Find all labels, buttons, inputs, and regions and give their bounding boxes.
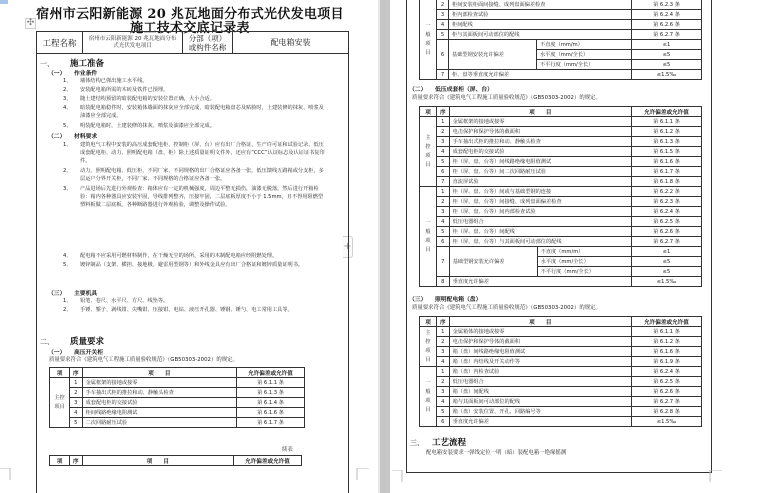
section-1-heading: 一、 施工准备 <box>40 59 105 69</box>
category-cell: 主控项目 <box>420 327 437 367</box>
continued-label: 续表 <box>282 447 293 453</box>
lv-switchgear-table: 项 序 项 目 允许偏差或允许值 主控项目 1 金属框架的接地或接零 第 6.1.1 条 2 电击保护和保护导体的截面积 第 6.1.2 条 3 手车抽出式柜的推拉和动、静触头检查 第 6.1.3 条 4 成套配电柜的交接试验 第 6.1.5 条 5 柜（屏、盘、台等）间线路绝缘电阻值测试 第 6.1.6 条 6 柜（屏、盘、台等）间二次回路耐压试验 第 6.1.7 条 7 直流屏试验 第 6.1.8 条 一般项目 1 柜（屏、盘、台等）间或与基础型钢的连接 第 6.2.2 条 2 柜（屏、盘、台等）间接缝、成列盘面偏差检查 第 6.2.3 条 3 柜（屏、盘、台等）间内部检查试验 第 6.2.4 条 4 低压电器组合 第 6.2.5 条 5 柜（屏、盘、台等）间配线 第 6.2.6 条 6 柜（屏、盘、台等）与其面板间可动部位的配线 第 6.2.7 条 7 基础型钢安装允许偏差 不直度（mm/m） ≤1 水平度（mm/全长） ≤5 不平行度（mm/全长） ≤5 8 垂直度允许偏差 ≤1.5‰ <box>419 106 702 287</box>
page-gutter <box>380 0 390 493</box>
subsection-2-1-heading: （一） 高压开关柜 <box>48 350 103 356</box>
col-header: 允许偏差或允许值 <box>237 368 305 378</box>
table-row: 2 手车抽出式柜的推拉和动、静触头检查 第 6.1.3 条 <box>50 388 305 398</box>
section-3-heading: 三、 工艺流程 <box>410 438 467 448</box>
table-row: 5 柜（屏、盘、台等）间线路绝缘电阻值测试 第 6.1.6 条 <box>420 157 702 167</box>
table-row: 水平度（mm/全长） ≤5 <box>420 50 702 60</box>
table-row: 一般项目 1 柜（屏、盘、台等）间或与基础型钢的连接 第 6.2.2 条 <box>420 187 702 197</box>
subsection-2-3-heading: （三） 照明配电箱（盘） <box>409 297 482 303</box>
table-row: 2 电击保护和保护导体的截面积 第 6.1.2 条 <box>420 127 702 137</box>
lighting-box-table: 项 序 项 目 允许偏差或允许值 主控项目 1 金属箱体的接地或接零 第 6.1.1 条 2 电击保护和保护导体的截面积 第 6.1.2 条 3 箱（盘）间线路绝缘电阻值测试 第 6.1.6 条 4 箱（盘）内结线及开关动作等 第 6.1.9 条 一般项目 1 箱（盘）内检查试验 第 6.2.4 条 2 低压电器组合 第 6.2.5 条 3 箱（盘）间配线 第 6.2.6 条 4 箱与其面板间可动部位的配线 第 6.2.7 条 5 箱（盘）安装位置、开孔、回路编号等 第 6.2.8 条 6 垂直度允许偏差 ≤1.5‰ <box>419 316 702 427</box>
subsection-2-2-heading: （二） 低压成套柜（屏、台） <box>409 87 493 93</box>
table-row: 8 垂直度允许偏差 ≤1.5‰ <box>420 277 702 287</box>
col-header: 序 <box>70 368 83 378</box>
subsection-1-2-heading: （二） 材料要求 <box>48 134 98 140</box>
section-2-heading: 二、 质量要求 <box>40 337 105 347</box>
table-row: 7 直流屏试验 第 6.1.8 条 <box>420 177 702 187</box>
col-header: 项 <box>50 368 70 378</box>
table-row: 7 基础型钢安装允许偏差 不直度（mm/m） ≤1 <box>420 247 702 257</box>
table-row: 6 基础型钢安装允许偏差 不直度（mm/m） ≤1 <box>420 40 702 50</box>
document-page-right <box>390 0 760 493</box>
add-column-handle-icon[interactable]: + <box>343 236 353 258</box>
page-corner-mark <box>708 470 722 482</box>
table-row: 3 成套配电柜的交接试验 第 6.1.4 条 <box>50 398 305 408</box>
subsection-1-1-heading: （一） 作业条件 <box>48 71 98 77</box>
table-row: 2 柜（屏、盘、台等）间接缝、成列盘面偏差检查 第 6.2.3 条 <box>420 197 702 207</box>
process-flow-text: 配电箱安装要求一弹线定位一明（暗）装配电箱一绝缘摇测 <box>426 450 567 456</box>
table-row: 6 柜（屏、盘、台等）间二次回路耐压试验 第 6.1.7 条 <box>420 167 702 177</box>
table-row: 一般项目 2 柜间安装柜面间接缝、成列盘面偏差检查 第 6.2.3 条 <box>420 0 702 10</box>
table-row: 4 箱（盘）内结线及开关动作等 第 6.1.9 条 <box>420 357 702 367</box>
document-subtitle: 施工技术交底记录表 <box>130 21 250 36</box>
project-name-value[interactable]: 宿州市云阳新能源 20 兆瓦地面分布式光伏发电项目 <box>83 32 183 54</box>
table-row: 4 柜间线路绝缘电阻测试 第 6.1.6 条 <box>50 408 305 418</box>
page-corner-mark <box>392 470 404 482</box>
category-cell: 一般项目 <box>420 367 437 427</box>
table-row: 3 柜（屏、盘、台等）间内部检查试验 第 6.2.4 条 <box>420 207 702 217</box>
table-row: 3 柜内部检查试验 第 6.2.4 条 <box>420 10 702 20</box>
table-row: 5 二次回路耐压试验 第 6.1.7 条 <box>50 418 305 428</box>
table-row: 5 柜与其面板间可动部位的配线 第 6.2.7 条 <box>420 30 702 40</box>
table-row: 主控项目 1 金属框架的接地或接零 第 6.1.1 条 <box>420 117 702 127</box>
project-name-label: 工程名称 <box>37 32 83 54</box>
table-row: 3 箱（盘）间配线 第 6.2.6 条 <box>420 387 702 397</box>
page-corner-mark <box>0 468 12 480</box>
category-cell: 一般项目 <box>420 0 437 80</box>
document-page-left: ✣ + 宿州市云阳新能源 20 兆瓦地面分布式光伏发电项目 施工技术交底记录表 工程名称 宿州市云阳新能源 20 兆瓦地面分布式光伏发电项目 分部（项）或构件名称 配电箱安装 一、 施工准备 （一） 作业条件 1、 墙体结构已弹出施工水平线。 2、 安装配电箱所需的木砖及铁件已预埋。 3、 随土建结构预留的暗装配电箱的安装位置正确，大小合适。 4、 暗装配电箱稳件时，安装箱体墙面的抹灰应全部完成，暗装配电箱盘芯及贴脸时，土建装修的抹灰、喷浆及油漆应全部完成。 5、 明装配电箱时，土建装修的抹灰、喷浆及油漆应全部完成。 （二） 材料要求 1、 建筑电气工程中安装的高压成套配电柜、控制柜（屏、台）应有出厂合格证、生产许可证和试验记录。低压成套配电柜、动力、照明配电箱（盘、柜）除上述质量证明文件外，还应有“CCC”认证标志及认证证书复印件。 2、 动力、照明配电箱、低压柜，不同厂家、不同规格的出厂合格证应各备一张。低压馈线五路箱或分支柜，多层运户分界开关柜，不同厂家、不同规格的合格证应各备一张。 3、 产品进场后先进行外观检查：箱体应有一定的机械强度，周边平整无损伤，油漆无脱落，然后进行开箱检验：箱内各种器具应安装牢固，导线排列整齐，压接牢固，二层底板厚度不小于 1.5mm，且不得用阻燃型塑料板做二层底板。各种断路器进行外观检验，调整及操作试验。 4、 配电箱不应采用可燃材料制作，在干燥无尘的场所，采用的木制配电箱应经阻燃处理。 5、 镀锌制品（支架、横担、接地极、避雷用型钢等）和外线金具应有出厂合格证和镀锌质量证明书。 （三） 主要机具 1、 铅笔、卷尺、水平尺、方尺、线坠等。 2、 手锤、錾子、剥线钳、尖嘴钳、压接钳、电钻、液压开孔器、锤钢、锤勺、电工常用工具等。 二、 质量要求 （一） 高压开关柜 质量要求符合《建筑电气工程施工质量验收规范》（GB50303-2002）的规定。 项 序 项 目 允许偏差或允许值 主控项目 1 金属框架的接地或接零 第 6.1.1 条 2 手车抽出式柜的推拉和动、静触头检查 第 6.1.3 条 3 成套配电柜的交接试验 第 6.1.4 条 4 柜间线路绝缘电阻测试 第 6.1.6 条 5 二次回路耐压试验 第 6.1.7 条 续表 项 序 项 目 允许偏差或允许值 <box>0 0 380 493</box>
table-row: 3 箱（盘）间线路绝缘电阻值测试 第 6.1.6 条 <box>420 347 702 357</box>
table-row: 4 柜间配线 第 6.2.6 条 <box>420 20 702 30</box>
table-row: 4 成套配电柜的交接试验 第 6.1.5 条 <box>420 147 702 157</box>
part-name-value[interactable]: 配电箱安装 <box>233 32 349 54</box>
table-move-handle-icon[interactable]: ✣ <box>26 18 35 28</box>
table-row: 5 柜（屏、盘、台等）间配线 第 6.2.6 条 <box>420 227 702 237</box>
table-row: 一般项目 1 箱（盘）内检查试验 第 6.2.4 条 <box>420 367 702 377</box>
hv-switchgear-table-continued <box>419 0 702 80</box>
table-row: 2 电击保护和保护导体的截面积 第 6.1.2 条 <box>420 337 702 347</box>
subsection-1-3-heading: （三） 主要机具 <box>48 291 98 297</box>
table-row: 3 手车抽出式柜的推拉和动、静触头检查 第 6.1.3 条 <box>420 137 702 147</box>
quality-note: 质量要求符合《建筑电气工程施工质量验收规范》（GB50303-2002）的规定。 <box>412 305 601 311</box>
table-row: 4 低压电器组合 第 6.2.5 条 <box>420 217 702 227</box>
table-row: 水平度（mm/全长） ≤5 <box>420 257 702 267</box>
page-corner-mark <box>355 468 369 480</box>
header-table <box>36 31 349 54</box>
category-cell: 一般项目 <box>420 187 437 287</box>
hv-switchgear-table <box>49 367 305 428</box>
document-title: 宿州市云阳新能源 20 兆瓦地面分布式光伏发电项目 <box>36 7 344 22</box>
table-row: 不平行度（mm/全长） ≤5 <box>420 267 702 277</box>
quality-note: 质量要求符合《建筑电气工程施工质量验收规范》（GB50303-2002）的规定。 <box>412 95 601 101</box>
category-cell: 主控项目 <box>420 117 437 187</box>
part-name-label: 分部（项）或构件名称 <box>183 32 233 54</box>
table-row: 不平行度（mm/全长） ≤5 <box>420 60 702 70</box>
table-row: 5 箱（盘）安装位置、开孔、回路编号等 第 6.2.8 条 <box>420 407 702 417</box>
table-row: 6 垂直度允许偏差 ≤1.5‰ <box>420 417 702 427</box>
table-row: 2 低压电器组合 第 6.2.5 条 <box>420 377 702 387</box>
table-row: 6 柜（屏、盘、台等）与其面板间可动部位的配线 第 6.2.7 条 <box>420 237 702 247</box>
quality-note: 质量要求符合《建筑电气工程施工质量验收规范》（GB50303-2002）的规定。 <box>49 357 238 363</box>
table-row: 主控项目 1 金属框架的接地或接零 第 6.1.1 条 <box>50 378 305 388</box>
table-row: 主控项目 1 金属箱体的接地或接零 第 6.1.1 条 <box>420 327 702 337</box>
table-row: 7 柜、盘等垂直度允许偏差 ≤1.5‰ <box>420 70 702 80</box>
table-row: 4 箱与其面板间可动部位的配线 第 6.2.7 条 <box>420 397 702 407</box>
category-cell: 主控项目 <box>50 378 70 428</box>
col-header: 项 目 <box>82 368 236 378</box>
continued-table-header: 项 序 项 目 允许偏差或允许值 <box>49 455 302 466</box>
